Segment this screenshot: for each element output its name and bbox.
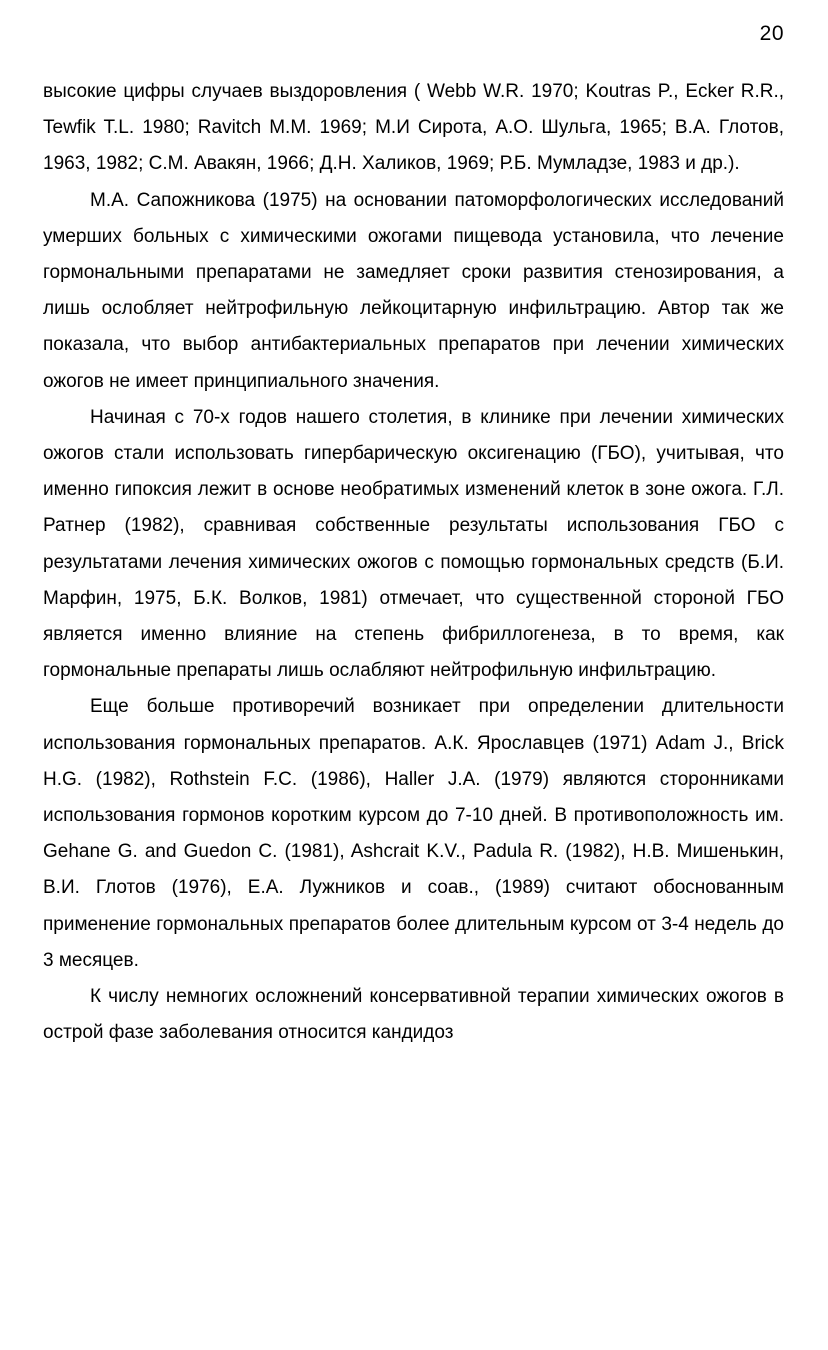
page-number: 20 <box>759 22 784 45</box>
paragraph-duration: Еще больше противоречий возникает при определении длительности использования гормональных препаратов. А.К. Ярославцев (1971) Adam J., Brick H.G. (1982), Rothstein F.C. (1986), Haller J.A. (1979) являются сторонниками использования гормонов коротким курсом до 7-10 дней. В противоположность им. Gehane G. and Guedon C. (1981), Ashcrait K.V., Padula R. (1982), Н.В. Мишенькин, В.И. Глотов (1976), Е.А. Лужников и соав., (1989) считают обоснованным применение гормональных препаратов более длительным курсом от 3-4 недель до 3 месяцев. <box>43 696 784 971</box>
body-text <box>43 74 784 1051</box>
paragraph-sapozhnikova: М.А. Сапожникова (1975) на основании патоморфологических исследований умерших больных с химическими ожогами пищевода установила, что лечение гормональными препаратами не замедляет сроки развития стенозирования, а лишь ослобляет нейтрофильную лейкоцитарную инфильтрацию. Автор так же показала, что выбор антибактериальных препаратов при лечении химических ожогов не имеет принципиального значения. <box>43 189 784 392</box>
paragraph-hbo: Начиная с 70-х годов нашего столетия, в клинике при лечении химических ожогов стали использовать гипербарическую оксигенацию (ГБО), учитывая, что именно гипоксия лежит в основе необратимых изменений клеток в зоне ожога. Г.Л. Ратнер (1982), сравнивая собственные результаты использования ГБО с результатами лечения химических ожогов с помощью гормональных средств (Б.И. Марфин, 1975, Б.К. Волков, 1981) отмечает, что существенной стороной ГБО является именно влияние на степень фибриллогенеза, в то время, как гормональные препараты лишь ослабляют нейтрофильную инфильтрацию. <box>43 406 784 682</box>
paragraph-continuation: высокие цифры случаев выздоровления ( Webb W.R. 1970; Koutras P., Ecker R.R., Tewfik T.L. 1980; Ravitch M.M. 1969; М.И Сирота, А.О. Шульга, 1965; В.А. Глотов, 1963, 1982; С.М. Авакян, 1966; Д.Н. Халиков, 1969; Р.Б. Мумладзе, 1983 и др.). <box>43 81 784 175</box>
paragraph-complications: К числу немногих осложнений консервативной терапии химических ожогов в острой фазе заболевания относится кандидоз <box>43 986 784 1044</box>
